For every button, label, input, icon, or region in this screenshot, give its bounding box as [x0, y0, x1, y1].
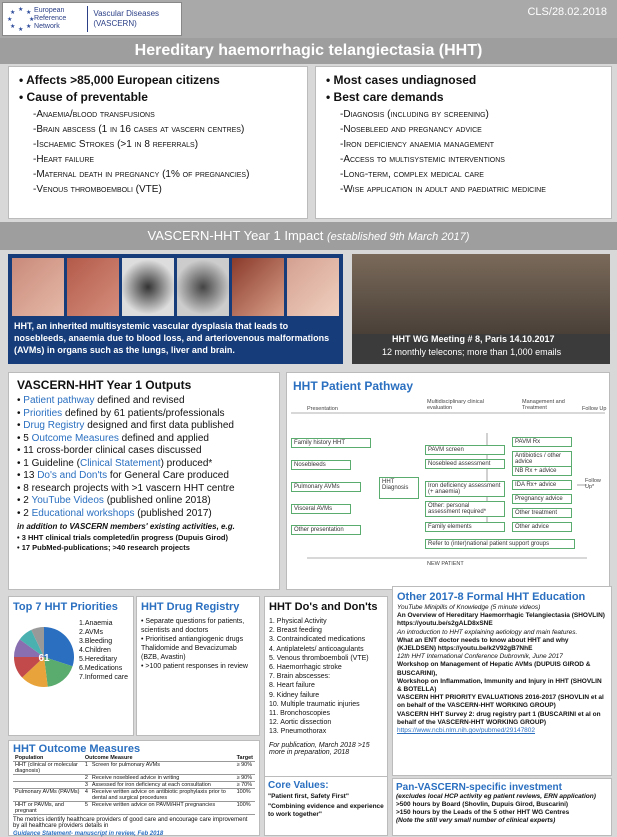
pathway-header: Follow Up [582, 406, 607, 412]
group-photo [352, 254, 610, 334]
priority-item: 2.AVMs [79, 629, 103, 636]
pathway-panel [286, 372, 610, 590]
education-line: An Overview of Hereditary Haemorrhagic Telangiectasia (SHOVLIN) https://youtu.be/s2gALD8xSNE [397, 612, 605, 628]
new-patient-label: NEW PATIENT [427, 561, 464, 567]
evaluation-box: Iron deficiency assessment (+ anaemia) [425, 481, 505, 497]
pathway-title: HHT Patient Pathway [293, 379, 414, 393]
lung-angiogram-image [177, 258, 229, 316]
dos-item: 2. Breast feeding [269, 627, 322, 635]
presentation-box: Visceral AVMs [291, 504, 351, 514]
priorities-pie-chart [9, 617, 79, 697]
education-line: An introduction to HHT explaining aetiology and main features. [397, 628, 578, 636]
output-item: • Priorities defined by 61 patients/professionals [17, 408, 271, 421]
education-line: Workshop on Inflammation, Immunity and Injury in HHT (SHOVLIN & BOTELLA) [397, 677, 602, 694]
dos-item: 10. Multiple traumatic injuries [269, 700, 360, 708]
table-row: HHT or PAVMs, and pregnant 5 Receive written advice on PAVM/HHT pregnancies 100% [13, 802, 255, 815]
education-panel [392, 586, 612, 776]
table-header: Target [235, 755, 255, 762]
investment-item: >500 hours by Board (Shovlin, Dupuis Girod, Buscarini) [396, 801, 569, 808]
education-line: Workshop on Management of Hepatic AVMs (DUPUIS GIROD & BUSCARINI), [397, 661, 591, 677]
angiogram-image [122, 258, 174, 316]
core-title: Core Values: [268, 780, 329, 791]
table-header: Population [13, 755, 83, 762]
pathway-header: Multidisciplinary clinical evaluation [427, 399, 484, 411]
hht-images-panel [8, 254, 343, 364]
meeting-photo-panel [352, 254, 610, 364]
priority-item: 3.Bleeding [79, 638, 113, 645]
investment-title: Pan-VASCERN-specific investment [396, 782, 562, 793]
outcome-panel [8, 740, 260, 836]
guidance-statement: Guidance Statement- manuscript in review, Feb 2018 [13, 831, 164, 837]
outputs-note: in addition to VASCERN members' existing activities, e.g. [17, 522, 235, 531]
meeting-stats: 12 monthly telecons; more than 1,000 emails [382, 347, 562, 357]
priority-item: 7.Informed care [79, 674, 129, 681]
education-line: What an ENT doctor needs to know about HHT and why (KJELDSEN) https://youtu.be/k2V92gB7NhE [397, 636, 569, 653]
left-facts-panel [8, 66, 308, 219]
output-item: • 1 Guideline (Clinical Statement) produced* [17, 458, 271, 471]
evaluation-box: Other: personal assessment required* [425, 501, 505, 517]
education-title: Other 2017-8 Formal HHT Education [397, 591, 586, 603]
core-value: "Patient first, Safety First" [268, 793, 349, 800]
table-row: 2 Receive nosebleed advice in writing ≥ 90% [13, 775, 255, 782]
dos-item: 1. Physical Activity [269, 618, 327, 625]
fact-item: -Anaemia/blood transfusions [33, 109, 155, 120]
fact-item: -Ischaemic Strokes (>1 in 8 referrals) [33, 139, 199, 150]
education-line: VASCERN HHT Survey 2: drug registry part 1 (BUSCARINI et al on behalf of the VASCERN-HHT WORKING GROUP) [397, 710, 601, 726]
fact-item: -Iron deficiency anaemia management [340, 139, 495, 150]
fact-item: -Nosebleed and pregnancy advice [340, 124, 482, 135]
fact-item: -Maternal death in pregnancy (1% of pregnancies) [33, 169, 250, 180]
output-item: • 5 Outcome Measures defined and applied [17, 433, 271, 446]
logo [2, 2, 182, 36]
drug-panel [136, 596, 260, 736]
fact-heading: • Most cases undiagnosed [326, 73, 601, 87]
outputs-panel [8, 372, 280, 590]
eu-stars-icon: ★ ★ ★ ★ ★ ★ ★ ★ [7, 7, 35, 33]
output-item: • 2 Educational workshops (published 2017) [17, 508, 271, 521]
priority-item: 4.Children [79, 647, 111, 654]
education-line: 12th HHT International Conference Dubrovnik, June 2017 [397, 653, 563, 661]
dos-item: 11. Bronchoscopies [269, 710, 330, 718]
management-box: PAVM Rx [512, 437, 572, 447]
core-value: "Combining evidence and experience to work together" [268, 803, 384, 818]
extra-item: • 17 PubMed-publications; >40 research projects [17, 543, 271, 553]
management-box: IDA Rx+ advice [512, 480, 572, 490]
logo-text: European Reference Network [34, 7, 67, 30]
priorities-list [79, 619, 128, 682]
investment-item: (Note the still very small number of clinical experts) [396, 817, 556, 824]
outcome-title: HHT Outcome Measures [13, 743, 141, 755]
logo-sub: Vascular Diseases (VASCERN) [93, 9, 160, 28]
skin-photo [287, 258, 339, 316]
output-item: • Patient pathway defined and revised [17, 395, 271, 408]
fact-item: -Wise application in adult and paediatric medicine [340, 184, 546, 195]
reference: CLS/28.02.2018 [527, 6, 607, 18]
outputs-title: VASCERN-HHT Year 1 Outputs [17, 378, 192, 392]
table-header: Outcome Measure [83, 755, 235, 762]
investment-item: >150 hours by the Leads of the 5 other HHT WG Centres [396, 809, 570, 816]
presentation-box: Family history HHT [291, 438, 371, 448]
fact-item: -Access to multisystemic interventions [340, 154, 505, 165]
education-line: VASCERN HHT PRIORITY EVALUATIONS 2016-2017 (SHOVLIN et al on behalf of the VASCERN-HHT WORKING GROUP) [397, 694, 604, 710]
priority-item: 1.Anaemia [79, 620, 113, 627]
referral-box: Refer to (inter)national patient support groups [425, 539, 575, 549]
dos-item: 13. Pneumothorax [269, 728, 327, 736]
dos-item: 3. Contraindicated medications [269, 636, 366, 644]
management-box: Other advice [512, 522, 572, 532]
investment-panel [392, 778, 612, 836]
evaluation-box: Nosebleed assessment [425, 459, 505, 469]
output-item: • 8 research projects with >1 vascern HHT centre [17, 483, 271, 496]
dos-item: 7. Brain abscesses: [269, 673, 331, 681]
table-row: Pulmonary AVMs (PAVMs) 4 Receive written advice on antibiotic prophylaxis prior to dental and surgical procedures 100% [13, 789, 255, 802]
impact-banner [0, 222, 617, 250]
presentation-box: Other presentation [291, 525, 361, 535]
drug-item: • Prioritised antiangiogenic drugs Thalidomide and Bevacizumab (BZB, Avastin) [141, 635, 255, 662]
table-row: HHT (clinical or molecular diagnosis) 1 Screen for pulmonary AVMs ≥ 90% [13, 762, 255, 775]
core-values-panel [264, 776, 388, 836]
priorities-title: Top 7 HHT Priorities [13, 601, 118, 613]
outcome-footer: The metrics identify healthcare providers of good care and encourage care improvement by all healthcare providers details in [13, 817, 248, 829]
education-line: YouTube Minipills of Knowledge (5 minute videos) [397, 604, 541, 611]
output-item: • 2 YouTube Videos (published online 2018) [17, 495, 271, 508]
fact-item: -Long-term, complex medical care [340, 169, 484, 180]
pubmed-link[interactable]: https://www.ncbi.nlm.nih.gov/pubmed/29147802 [397, 727, 536, 735]
image-caption: HHT, an inherited multisystemic vascular dysplasia that leads to nosebleeds, anaemia due to blood loss, and arteriovenous malformations (AVMs) in organs such as the lungs, liver and brain. [14, 321, 330, 355]
evaluation-box: PAVM screen [425, 445, 505, 455]
pathway-header: Presentation [307, 406, 338, 412]
table-row: 3 Assessed for iron deficiency at each consultation ≥ 70% [13, 782, 255, 789]
dos-item: 5. Venous thromboemboli (VTE) [269, 654, 369, 662]
fact-item: -Venous thromboemboli (VTE) [33, 184, 162, 195]
management-box: Pregnancy advice [512, 494, 572, 504]
tongue-photo [12, 258, 64, 316]
page-title: Hereditary haemorrhagic telangiectasia (HHT) [0, 38, 617, 64]
follow-up-label: Follow Up* [585, 478, 601, 490]
fact-heading: • Best care demands [326, 90, 601, 104]
drug-title: HHT Drug Registry [141, 601, 240, 613]
output-item: • 13 Do's and Don'ts for General Care produced [17, 470, 271, 483]
management-box: Antibiotics / other advice [512, 451, 572, 467]
right-facts-panel [315, 66, 612, 219]
dos-item: 9. Kidney failure [269, 691, 320, 699]
priority-item: 6.Medications [79, 665, 123, 672]
impact-subtitle: (established 9th March 2017) [326, 231, 470, 243]
fact-item: -Diagnosis (including by screening) [340, 109, 489, 120]
fact-heading: • Cause of preventable [19, 90, 297, 104]
dos-footer: For publication, March 2018 >15 more in preparation, 2018 [269, 741, 370, 756]
dos-title: HHT Do's and Don'ts [269, 601, 378, 613]
output-item: • Drug Registry designed and first data published [17, 420, 271, 433]
priority-item: 5.Hereditary [79, 656, 118, 663]
extra-item: • 3 HHT clinical trials completed/in progress (Dupuis Girod) [17, 533, 271, 543]
dos-item: 8. Heart failure [269, 682, 315, 690]
diagnosis-box: HHT Diagnosis [379, 477, 419, 499]
presentation-box: Nosebleeds [291, 460, 351, 470]
dos-item: 4. Antiplatelets/ anticoagulants [269, 645, 364, 653]
fact-item: -Brain abscess (1 in 16 cases at vascern centres) [33, 124, 245, 135]
pathway-header: Management and Treatment [522, 399, 565, 411]
dos-item: 6. Haemorrhagic stroke [269, 664, 342, 672]
investment-sub: (excludes local HCP activity eg patient reviews, ERN application) [396, 793, 596, 800]
lips-photo [67, 258, 119, 316]
fact-heading: • Affects >85,000 European citizens [19, 73, 297, 87]
priorities-panel [8, 596, 134, 736]
fact-item: -Heart failure [33, 154, 95, 165]
liver-photo [232, 258, 284, 316]
drug-item: • Separate questions for patients, scientists and doctors [141, 617, 255, 635]
impact-title: VASCERN-HHT Year 1 Impact [147, 228, 324, 243]
management-box: NB Rx + advice [512, 466, 572, 476]
drug-item: • >100 patient responses in review [141, 662, 255, 671]
pie-center-label: 61 [38, 653, 50, 664]
output-item: • 11 cross-border clinical cases discussed [17, 445, 271, 458]
management-box: Other treatment [512, 508, 572, 518]
meeting-caption: HHT WG Meeting # 8, Paris 14.10.2017 [392, 334, 555, 344]
dos-item: 12. Aortic dissection [269, 719, 332, 727]
evaluation-box: Family elements [425, 522, 505, 532]
presentation-box: Pulmonary AVMs [291, 482, 361, 492]
outcome-table [13, 755, 255, 815]
